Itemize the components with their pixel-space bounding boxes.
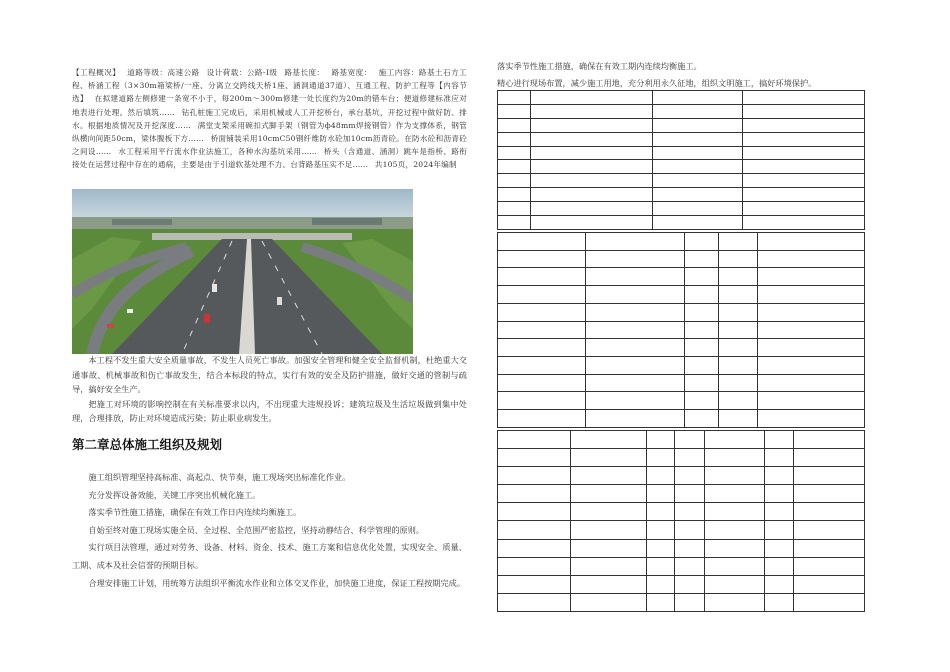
summary-text-4: 桥面铺装采用10cmC50钢纤维防水砼加10cm沥青砼。在防水砼和沥青砼之间设…… [72,134,467,157]
project-summary [72,66,467,172]
paragraph: 落实季节性施工措施，确保在有效工期内连续均衡施工。 [497,61,702,71]
empty-table-2 [497,232,865,428]
road-grade: 道路等级：高速公路 [127,68,200,77]
empty-table-1 [497,90,865,230]
paragraph: 充分发挥设备效能，关键工序突出机械化施工。 [88,489,261,500]
summary-text-6: 桥头（含通道、涵洞）跳车是指桥、路衔接处在运营过程中存在的通病，主要是由于引道软基处理不力、台背路基压实不足…… [72,147,468,170]
paragraph: 施工组织管理坚持高标准、高起点、快节奏，施工现场突出标准化作业。 [88,472,351,482]
road-length: 路基长度： [284,68,325,77]
paragraph: 落实季节性施工措施，确保在有效工作日内连续均衡施工。 [88,507,302,518]
paragraph: 把施工对环境的影响控制在有关标准要求以内，不出现重大违规投诉；建筑垃圾及生活垃圾做到集中处理，合理排放，防止对环境造成污染；防止职业病发生。 [72,398,467,424]
paragraph: 精心进行现场布置，减少施工用地，充分利用永久征地，组织文明施工，搞好环境保护。 [497,78,817,88]
overview-label: 【工程概况】 [72,68,121,77]
right-text [497,58,877,92]
paragraph: 实行项目法管理，通过对劳务、设备、材料、资金、技术、施工方案和信息优化处置，实现安全、质量、工期、成本及社会信誉的预期目标。 [72,542,467,570]
empty-table-3 [497,430,865,612]
summary-text-2: 钻孔桩施工完成后，采用机械或人工开挖桥台，承台基坑，开挖过程中做好防、排水。根据地质情况及开挖深度…… [72,107,467,130]
summary-text-1: 在拟建道路左侧修建一条宽不小于，每200m～300m修建一处长度约为20m的错车台；便道修建标准应对地表进行处理。然后填筑…… [72,94,468,117]
safety-section [72,353,467,426]
paragraph: 本工程不发生重大安全质量事故，不发生人员死亡事故。加强安全管理和健全安全监督机制，杜绝重大交通事故、机械事故和伤亡事故发生，结合本标段的特点，实行有效的安全及防护措施，做好交通的管制与疏导，搞好安全生产。 [72,355,467,395]
summary-text-5: 水工程采用平行流水作业法施工，各种水沟基坑采用…… [118,147,318,157]
chapter-title: 第二章总体施工组织及规划 [72,437,223,452]
highway-interchange-photo [72,189,413,354]
paragraph: 合理安排施工计划，用统筹方法组织平衡流水作业和立体交叉作业，加快施工进度，保证工程按期完成。 [88,577,466,588]
design-load: 设计荷载：公路-Ⅰ级 [206,68,278,77]
road-width: 路基宽度： [331,68,372,77]
paragraph: 自始至终对施工现场实施全员、全过程、全范围严密监控，坚持动静结合、科学管理的原则。 [88,524,425,535]
summary-text-3: 满堂支架采用碗扣式脚手架（钢管为ф48mm焊接钢管）作为支撑体系，钢管纵横向间距50cm，梁体腹板下方…… [72,120,467,144]
chapter-body [72,469,467,592]
page-count: 共105页，2024年编制 [374,160,457,170]
construction-content: 施工内容：路基土石方工程、桥涵工程（3×30m箱梁桥/一座、分离立交跨线天桥1座、涵洞通道37道）、互通工程、防护工程等【内容节选】 [72,68,467,104]
